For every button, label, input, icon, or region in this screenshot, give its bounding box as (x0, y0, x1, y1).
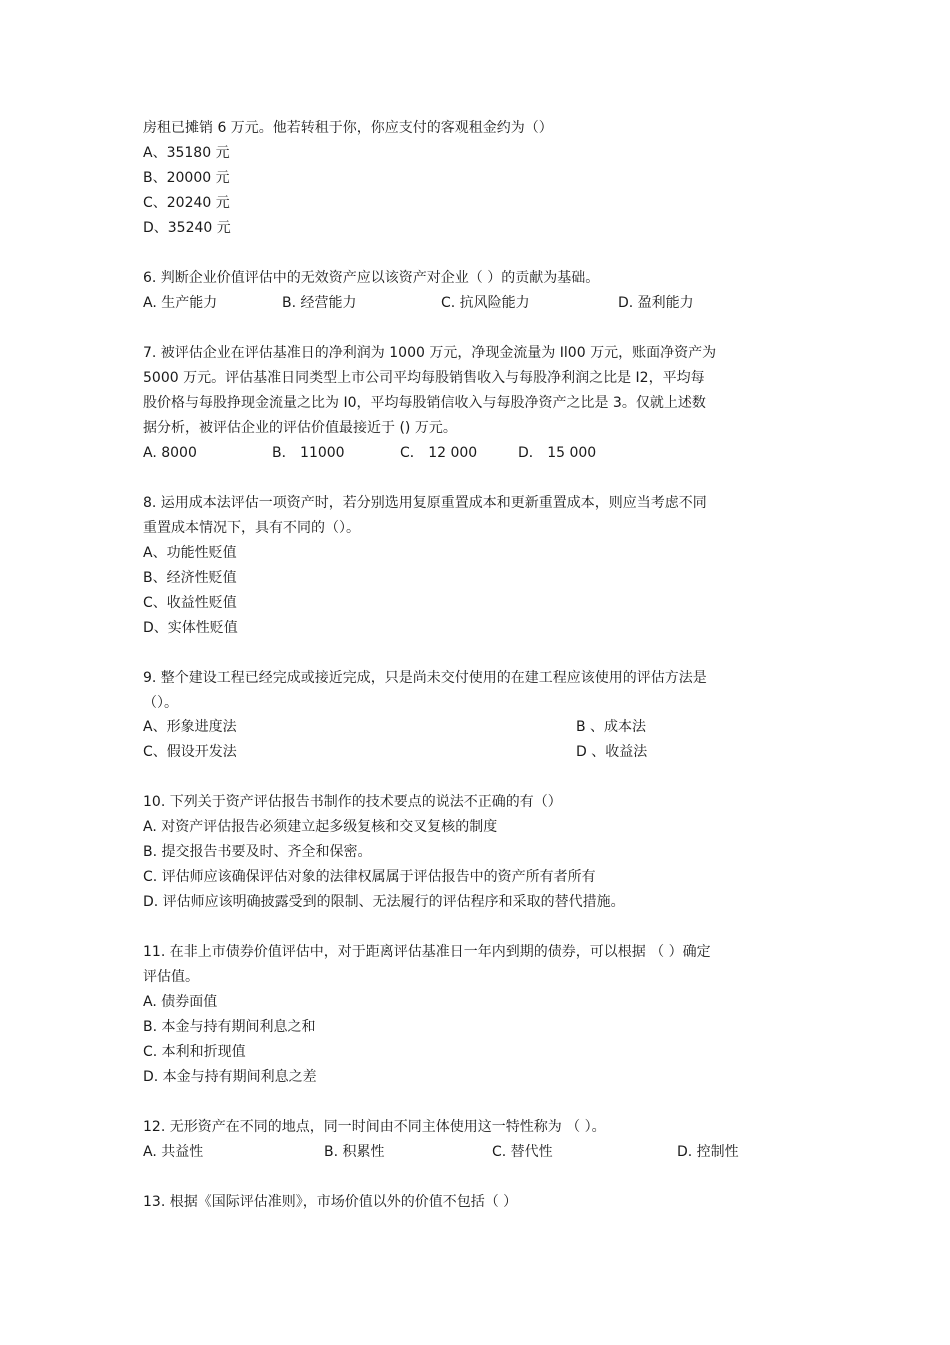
question-7-stem-line: 5000 万元。评估基准日同类型上市公司平均每股销售收入与每股净利润之比是 I2，平均每 (143, 370, 705, 386)
q12-option-d: D. 控制性 (677, 1144, 739, 1160)
q11-option-a: A. 债券面值 (143, 994, 218, 1010)
question-6-stem: 6. 判断企业价值评估中的无效资产应以该资产对企业（ ）的贡献为基础。 (143, 270, 600, 286)
q6-option-b: B. 经营能力 (282, 295, 357, 311)
q10-option-b: B. 提交报告书要及时、齐全和保密。 (143, 844, 372, 860)
question-11-stem-line: 评估值。 (143, 969, 199, 985)
q9-option-d: D 、收益法 (576, 744, 648, 760)
q12-option-a: A. 共益性 (143, 1144, 204, 1160)
q9-option-b: B 、成本法 (576, 719, 647, 735)
q7-option-a: A. 8000 (143, 445, 197, 461)
question-10-stem: 10. 下列关于资产评估报告书制作的技术要点的说法不正确的有（） (143, 794, 562, 810)
q7-option-d: D． 15 000 (518, 445, 597, 461)
option-a: A、35180 元 (143, 145, 230, 161)
q12-option-c: C. 替代性 (492, 1144, 553, 1160)
q6-option-a: A. 生产能力 (143, 295, 218, 311)
option-b: B、20000 元 (143, 170, 230, 186)
question-8-stem-line: 8. 运用成本法评估一项资产时，若分别选用复原重置成本和更新重置成本，则应当考虑不同 (143, 495, 707, 511)
q12-option-b: B. 积累性 (324, 1144, 385, 1160)
question-7-stem-line: 7. 被评估企业在评估基准日的净利润为 1000 万元，净现金流量为 Il00 万元，账面净资产为 (143, 345, 717, 361)
q7-option-b: B． 11000 (272, 445, 345, 461)
q10-option-a: A. 对资产评估报告必须建立起多级复核和交叉复核的制度 (143, 819, 498, 835)
q7-option-c: C． 12 000 (400, 445, 478, 461)
q8-option-c: C、收益性贬值 (143, 595, 237, 611)
question-7-stem-line: 股价格与每股挣现金流量之比为 I0，平均每股销信收入与每股净资产之比是 3。仅就上述数 (143, 395, 706, 411)
question-13-stem: 13. 根据《国际评估准则》，市场价值以外的价值不包括（ ） (143, 1194, 518, 1210)
q10-option-c: C. 评估师应该确保评估对象的法律权属属于评估报告中的资产所有者所有 (143, 869, 596, 885)
question-stem: 房租已摊销 6 万元。他若转租于你，你应支付的客观租金约为（） (143, 120, 553, 136)
option-d: D、35240 元 (143, 220, 231, 236)
question-12-stem: 12. 无形资产在不同的地点，同一时间由不同主体使用这一特性称为 （ ）。 (143, 1119, 606, 1135)
q11-option-b: B. 本金与持有期间利息之和 (143, 1019, 316, 1035)
q11-option-c: C. 本利和折现值 (143, 1044, 246, 1060)
q8-option-b: B、经济性贬值 (143, 570, 237, 586)
q8-option-d: D、实体性贬值 (143, 620, 238, 636)
question-8-stem-line: 重置成本情况下，具有不同的（）。 (143, 520, 360, 536)
question-9-stem-line: （）。 (143, 695, 178, 711)
q8-option-a: A、功能性贬值 (143, 545, 237, 561)
q9-option-a: A、形象进度法 (143, 719, 237, 735)
q11-option-d: D. 本金与持有期间利息之差 (143, 1069, 317, 1085)
question-9-stem-line: 9. 整个建设工程已经完成或接近完成，只是尚未交付使用的在建工程应该使用的评估方法是 (143, 670, 707, 686)
q9-option-c: C、假设开发法 (143, 744, 237, 760)
question-7-stem-line: 据分析，被评估企业的评估价值最接近于 () 万元。 (143, 420, 457, 436)
q10-option-d: D. 评估师应该明确披露受到的限制、无法履行的评估程序和采取的替代措施。 (143, 894, 625, 910)
question-11-stem-line: 11. 在非上市债券价值评估中，对于距离评估基准日一年内到期的债券，可以根据 （ ）确定 (143, 944, 711, 960)
q6-option-d: D. 盈利能力 (618, 295, 694, 311)
q6-option-c: C. 抗风险能力 (441, 295, 530, 311)
option-c: C、20240 元 (143, 195, 230, 211)
